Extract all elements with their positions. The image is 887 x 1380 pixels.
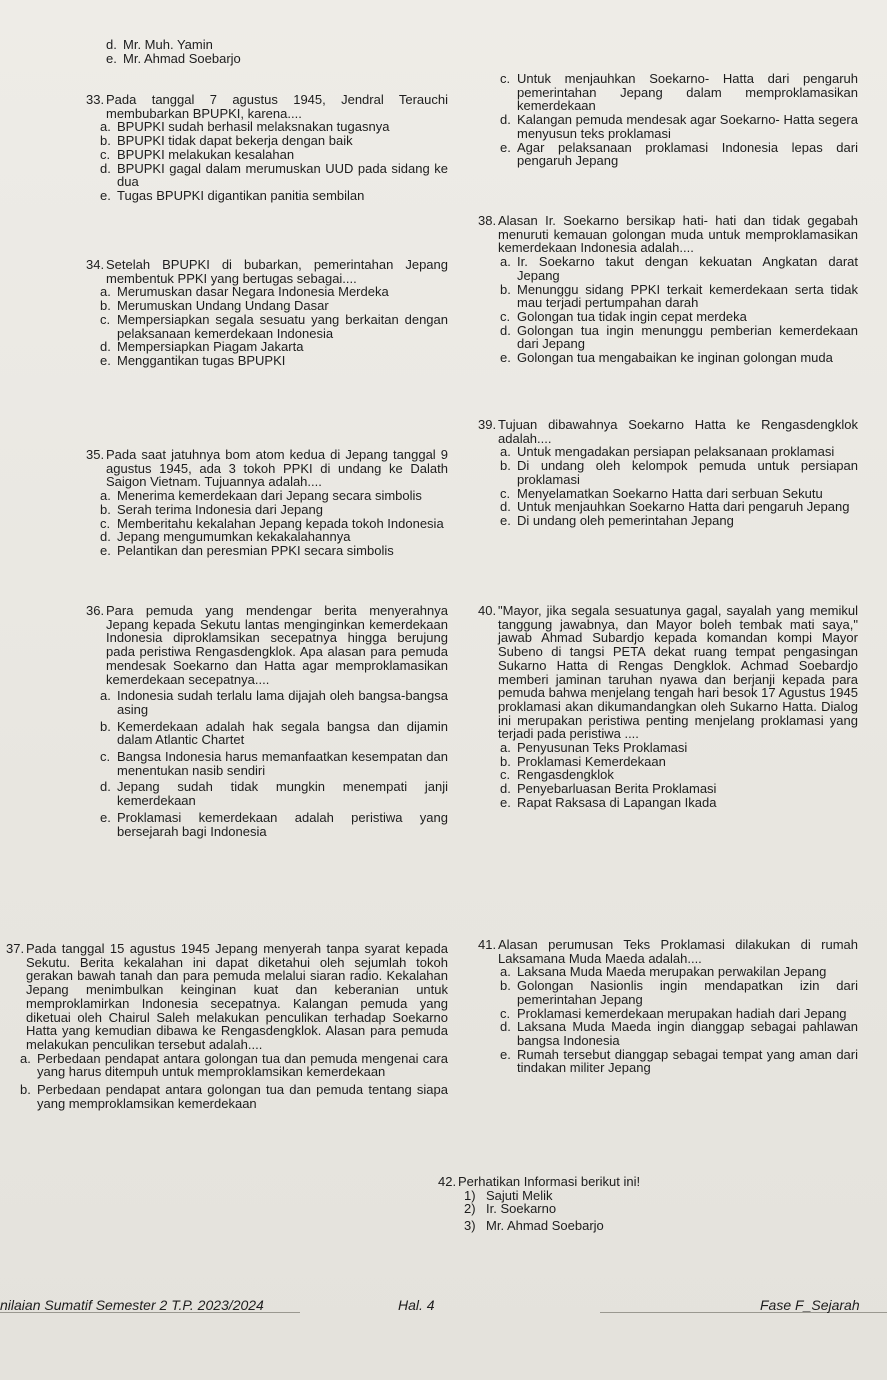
option-text: Menggantikan tugas BPUPKI <box>117 352 286 368</box>
option-text: Mempersiapkan Piagam Jakarta <box>117 339 304 355</box>
question-36 <box>86 604 448 838</box>
option <box>500 514 858 528</box>
option <box>100 134 448 148</box>
option <box>500 782 858 796</box>
option-text: Golongan tua tidak ingin cepat merdeka <box>517 308 747 324</box>
option-text: BPUPKI sudah berhasil melaksnakan tugasnya <box>117 119 390 135</box>
option <box>20 1083 448 1110</box>
option-letter: a. <box>100 119 111 135</box>
question-number: 37. <box>6 941 25 956</box>
question-34 <box>86 258 448 368</box>
option <box>500 445 858 459</box>
option-letter: b. <box>20 1082 31 1098</box>
question-42 <box>438 1175 858 1233</box>
option <box>500 72 858 113</box>
footer-exam-title: nilaian Sumatif Semester 2 T.P. 2023/2024 <box>0 1297 264 1313</box>
option-letter: b. <box>100 718 111 734</box>
option-letter: e. <box>100 352 111 368</box>
option <box>500 755 858 769</box>
option <box>500 141 858 168</box>
question-39 <box>478 418 858 528</box>
option-letter: a. <box>100 284 111 300</box>
option-text: Rengasdengklok <box>517 767 614 783</box>
option-letter: a. <box>500 254 511 270</box>
option-letter: d. <box>500 1019 511 1035</box>
option-letter: b. <box>100 133 111 149</box>
question-text: Perhatikan Informasi berikut ini! <box>458 1174 641 1189</box>
option <box>500 255 858 282</box>
option-text: Laksana Muda Maeda ingin dianggap sebagai pahlawan bangsa Indonesia <box>517 1019 858 1048</box>
option-text: Golongan tua ingin menunggu pemberian kemerdekaan dari Jepang <box>517 322 858 352</box>
option-letter: e. <box>106 50 117 66</box>
option-text: Ir. Soekarno takut dengan kekuatan Angkatan darat Jepang <box>517 254 858 283</box>
option-text: Di undang oleh kelompok pemuda untuk persiapan proklamasi <box>517 458 858 487</box>
option-text: Merumuskan Undang Undang Dasar <box>117 298 329 314</box>
list-text: Ir. Soekarno <box>486 1201 557 1217</box>
option-letter: a. <box>500 964 511 980</box>
option <box>500 487 858 501</box>
q32-continued-options <box>86 38 448 65</box>
option-text: Untuk menjauhkan Soekarno Hatta dari pengaruh Jepang <box>517 499 850 515</box>
option-letter: c. <box>100 515 111 531</box>
option-letter: c. <box>100 311 111 327</box>
option <box>500 741 858 755</box>
option-text: Memberitahu kekalahan Jepang kepada tokoh Indonesia <box>117 515 444 531</box>
list-text: Mr. Ahmad Soebarjo <box>486 1218 604 1234</box>
option-text: Untuk menjauhkan Soekarno- Hatta dari pengaruh pemerintahan Jepang dalam memproklamasikan kemerdekaan <box>517 71 858 114</box>
option <box>500 965 858 979</box>
option-letter: d. <box>100 339 111 355</box>
option-text: Mr. Ahmad Soebarjo <box>123 50 241 66</box>
question-37 <box>6 942 448 1110</box>
option <box>100 530 448 544</box>
option-letter: c. <box>500 767 511 783</box>
question-text: "Mayor, jika segala sesuatunya gagal, sayalah yang memikul tanggung jawabnya, dan Mayor boleh tembak mati saya," jawab Ahmad Subardjo kepada komandan kompi Mayor Subeno di tangsi PETA dekat ruang tempat pengasingan Sukarno Hatta di Rengas Dengklok. Achmad Soebardjo memberi jaminan taruhan nyawa dan berjanji kepada para pemuda bahwa menjelang tengah hari besok 17 Agustus 1945 proklamasi akan dikumandangkan oleh Sukarno Hatta. Dialog ini merupakan peristiwa penting menjelang proklamasi yang terjadi pada peristiwa .... <box>498 603 858 742</box>
option-letter: d. <box>100 160 111 176</box>
question-35 <box>86 448 448 558</box>
option <box>100 750 448 777</box>
question-text: Tujuan dibawahnya Soekarno Hatta ke Rengasdengklok adalah.... <box>498 417 858 446</box>
option-text: Pelantikan dan peresmian PPKI secara simbolis <box>117 542 394 558</box>
question-number: 33. <box>86 92 105 107</box>
q37-continued-options <box>478 72 858 168</box>
option-letter: b. <box>100 501 111 517</box>
question-40 <box>478 604 858 810</box>
option <box>500 768 858 782</box>
option-letter: a. <box>100 488 111 504</box>
option-text: Rumah tersebut dianggap sebagai tempat yang aman dari tindakan militer Jepang <box>517 1046 858 1076</box>
list-number: 3) <box>464 1218 476 1234</box>
option <box>100 299 448 313</box>
option <box>100 780 448 807</box>
option-letter: a. <box>500 444 511 460</box>
option <box>100 120 448 134</box>
option-letter: d. <box>500 112 511 128</box>
option-text: Proklamasi kemerdekaan merupakan hadiah dari Jepang <box>517 1005 847 1021</box>
option <box>500 459 858 486</box>
question-number: 34. <box>86 257 105 272</box>
option <box>500 310 858 324</box>
option-letter: d. <box>500 499 511 515</box>
footer-page-number: Hal. 4 <box>398 1297 435 1313</box>
option-text: Serah terima Indonesia dari Jepang <box>117 501 323 517</box>
list-item <box>464 1219 858 1233</box>
question-text: Pada tanggal 15 agustus 1945 Jepang menyerah tanpa syarat kepada Sekutu. Berita kekalahan ini dapat diketahui oleh sejumlah tokoh gerakan bawah tanah dan para pemuda melalui siaran radio. Kekalahan Jepang menimbulkan keinginan kuat dan keberanian untuk memproklamirkan Indonesia secepatnya. Kalangan pemuda yang diketuai oleh Chairul Saleh melakukan penculikan terhadap Soekarno Hatta yang kemudian dibawa ke Rengasdengklok. Alasan para pemuda melakukan penculikan tersebut adalah.... <box>26 941 448 1052</box>
option <box>100 162 448 189</box>
question-text: Pada saat jatuhnya bom atom kedua di Jepang tanggal 9 agustus 1945, ada 3 tokoh PPKI di undang ke Dalath Saigon Vietnam. Tujuannya adalah.... <box>106 447 448 490</box>
option-letter: e. <box>500 794 511 810</box>
option-text: Kemerdekaan adalah hak segala bangsa dan dijamin dalam Atlantic Chartet <box>117 718 448 748</box>
option-text: Bangsa Indonesia harus memanfaatkan kesempatan dan menentukan nasib sendiri <box>117 749 448 778</box>
option-letter: b. <box>500 458 511 474</box>
option <box>500 500 858 514</box>
option-text: Mempersiapkan segala sesuatu yang berkaitan dengan pelaksanaan kemerdekaan Indonesia <box>117 311 448 341</box>
option-text: BPUPKI tidak dapat bekerja dengan baik <box>117 133 353 149</box>
question-number: 39. <box>478 417 497 432</box>
option-letter: e. <box>500 512 511 528</box>
option-text: Golongan tua mengabaikan ke inginan golongan muda <box>517 350 833 366</box>
option <box>100 340 448 354</box>
option <box>100 148 448 162</box>
option <box>106 52 448 66</box>
option-text: Laksana Muda Maeda merupakan perwakilan Jepang <box>517 964 827 980</box>
option-text: Menerima kemerdekaan dari Jepang secara simbolis <box>117 488 422 504</box>
list-number: 2) <box>464 1201 476 1217</box>
option <box>100 354 448 368</box>
option-text: Penyebarluasan Berita Proklamasi <box>517 781 717 797</box>
option-letter: c. <box>500 308 511 324</box>
question-text: Para pemuda yang mendengar berita menyerahnya Jepang kepada Sekutu lantas menginginkan kemerdekaan Indonesia diproklamsikan secepatnya hingga berujung pada peristiwa Rengasdengklok. Apa alasan para pemuda mendesak Soekarno dan Hatta agar memproklamasikan kemerdekaan secepatnya.... <box>106 603 448 687</box>
option-text: BPUPKI gagal dalam merumuskan UUD pada sidang ke dua <box>117 160 448 190</box>
option-text: Rapat Raksasa di Lapangan Ikada <box>517 794 717 810</box>
option-text: Perbedaan pendapat antara golongan tua dan pemuda mengenai cara yang harus ditempuh untuk memproklamsikan kemerdekaan <box>37 1050 448 1080</box>
option-text: Merumuskan dasar Negara Indonesia Merdeka <box>117 284 389 300</box>
option-text: Penyusunan Teks Proklamasi <box>517 740 688 756</box>
option-text: Tugas BPUPKI digantikan panitia sembilan <box>117 187 365 203</box>
question-33 <box>86 93 448 203</box>
option-text: Proklamasi Kemerdekaan <box>517 753 666 769</box>
option-letter: d. <box>500 781 511 797</box>
option <box>500 1048 858 1075</box>
option-letter: c. <box>500 1005 511 1021</box>
option <box>500 979 858 1006</box>
option <box>500 796 858 810</box>
option <box>500 283 858 310</box>
option-text: Mr. Muh. Yamin <box>123 37 213 52</box>
question-number: 40. <box>478 603 497 618</box>
question-text: Alasan Ir. Soekarno bersikap hati- hati dan tidak gegabah menuruti kemauan golongan muda untuk memproklamasikan kemerdekaan Indonesia adalah.... <box>498 213 858 256</box>
footer-subject: Fase F_Sejarah <box>760 1297 860 1313</box>
option-text: Menunggu sidang PPKI terkait kemerdekaan serta tidak mau terjadi pertumpahan darah <box>517 281 858 311</box>
option <box>100 489 448 503</box>
option <box>100 503 448 517</box>
option-letter: e. <box>100 187 111 203</box>
option-letter: d. <box>100 529 111 545</box>
option-letter: b. <box>500 281 511 297</box>
option-text: Indonesia sudah terlalu lama dijajah oleh bangsa-bangsa asing <box>117 688 448 717</box>
question-text: Alasan perumusan Teks Proklamasi dilakukan di rumah Laksamana Muda Maeda adalah.... <box>498 937 858 966</box>
list-text: Sajuti Melik <box>486 1187 553 1203</box>
option <box>500 1020 858 1047</box>
option-letter: d. <box>100 779 111 795</box>
option-text: Agar pelaksanaan proklamasi Indonesia lepas dari pengaruh Jepang <box>517 139 858 169</box>
option <box>100 720 448 747</box>
option-letter: d. <box>106 37 117 52</box>
option-letter: b. <box>500 753 511 769</box>
option-text: Proklamasi kemerdekaan adalah peristiwa yang bersejarah bagi Indonesia <box>117 809 448 839</box>
list-item <box>464 1202 858 1216</box>
option-letter: a. <box>100 688 111 704</box>
option-text: Kalangan pemuda mendesak agar Soekarno- Hatta segera menyusun teks proklamasi <box>517 112 858 141</box>
question-41 <box>478 938 858 1075</box>
option-letter: b. <box>500 978 511 994</box>
list-item <box>464 1189 858 1203</box>
option-letter: c. <box>500 485 511 501</box>
option-letter: e. <box>500 1046 511 1062</box>
option-text: BPUPKI melakukan kesalahan <box>117 146 295 162</box>
option-letter: c. <box>500 71 511 86</box>
option <box>100 313 448 340</box>
option <box>100 544 448 558</box>
option-letter: c. <box>100 749 111 765</box>
question-number: 42. <box>438 1174 457 1189</box>
option <box>100 189 448 203</box>
option-text: Perbedaan pendapat antara golongan tua dan pemuda tentang siapa yang memproklamsikan kemerdekaan <box>37 1082 448 1111</box>
option-letter: a. <box>500 740 511 756</box>
option <box>20 1052 448 1079</box>
question-number: 36. <box>86 603 105 618</box>
option-text: Jepang sudah tidak mungkin menempati janji kemerdekaan <box>117 779 448 809</box>
question-number: 38. <box>478 213 497 228</box>
question-number: 35. <box>86 447 105 462</box>
option <box>106 38 448 52</box>
option <box>100 517 448 531</box>
option-text: Menyelamatkan Soekarno Hatta dari serbuan Sekutu <box>517 485 823 501</box>
question-text: Pada tanggal 7 agustus 1945, Jendral Terauchi membubarkan BPUPKI, karena.... <box>106 92 448 121</box>
option-letter: b. <box>100 298 111 314</box>
option-text: Golongan Nasionlis ingin mendapatkan izin dari pemerintahan Jepang <box>517 978 858 1007</box>
question-number: 41. <box>478 937 497 952</box>
option <box>500 351 858 365</box>
option-letter: a. <box>20 1050 31 1066</box>
option <box>500 324 858 351</box>
question-text: Setelah BPUPKI di bubarkan, pemerintahan Jepang membentuk PPKI yang bertugas sebagai.... <box>106 257 448 286</box>
option <box>100 285 448 299</box>
option-letter: e. <box>500 350 511 366</box>
option <box>100 689 448 716</box>
option-letter: d. <box>500 322 511 338</box>
option <box>100 811 448 838</box>
list-number: 1) <box>464 1187 476 1203</box>
question-38 <box>478 214 858 365</box>
option-letter: e. <box>100 542 111 558</box>
option <box>500 113 858 140</box>
option-text: Untuk mengadakan persiapan pelaksanaan proklamasi <box>517 444 835 460</box>
option-text: Di undang oleh pemerintahan Jepang <box>517 512 734 528</box>
option-text: Jepang mengumumkan kekakalahannya <box>117 529 351 545</box>
option-letter: e. <box>100 809 111 825</box>
option <box>500 1007 858 1021</box>
option-letter: e. <box>500 139 511 155</box>
option-letter: c. <box>100 146 111 162</box>
